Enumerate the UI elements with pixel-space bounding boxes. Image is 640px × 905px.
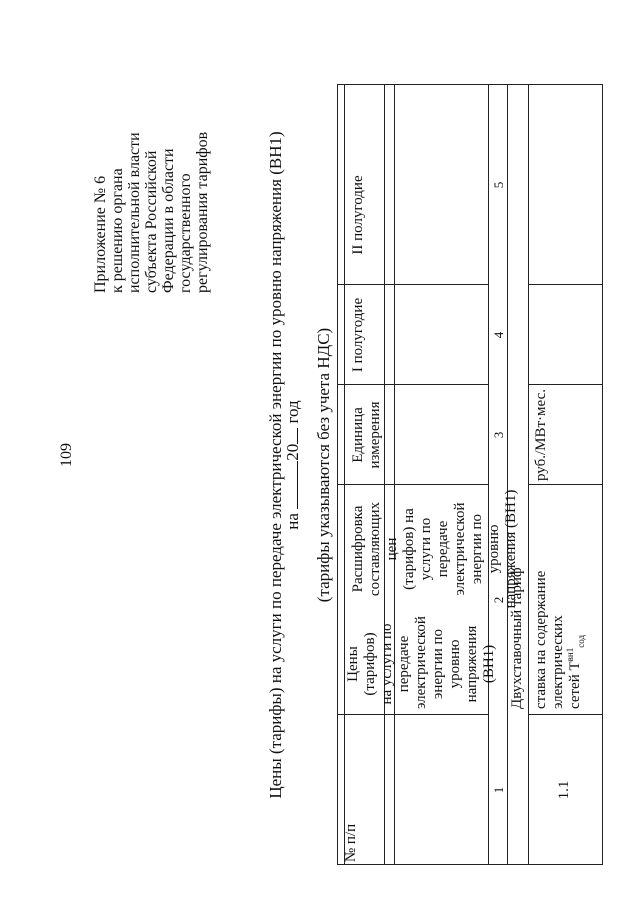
header-line: (ВН1) (481, 644, 497, 684)
appendix-line: исполнительной власти (126, 132, 143, 293)
appendix-line: Приложение № 6 (92, 175, 109, 293)
header-tariffs (345, 616, 498, 709)
appendix-line: регулирования тарифов (194, 131, 211, 293)
header-line: на услуги по (379, 623, 395, 705)
table-border-right (337, 84, 603, 85)
column-number-2: 2 (491, 596, 506, 604)
header-line: измерения (367, 401, 383, 469)
header-line: энергии по уровню (469, 513, 502, 585)
table-column-rule (528, 484, 603, 485)
table-column-rule (337, 384, 488, 385)
table-rule (384, 85, 385, 865)
header-first-half (350, 290, 367, 380)
header-line: составляющих цен (367, 501, 400, 597)
header-line: передаче (396, 635, 412, 693)
header-second-half (350, 155, 367, 275)
blank-field (285, 461, 298, 509)
header-line: передаче электрической (435, 502, 468, 596)
section-label: Двухставочный тариф (509, 567, 525, 709)
header-number (343, 823, 360, 863)
table-column-rule (528, 384, 603, 385)
table-border-top (337, 85, 338, 865)
title-year-prefix: 20 (283, 443, 302, 461)
header-line: (тарифов) на услуги по (401, 508, 434, 590)
header-line: Единица (350, 407, 366, 463)
appendix-line: к решению органа (109, 168, 126, 293)
row-name-prefix: сетей Т (567, 661, 583, 709)
title-year-suffix: год (283, 400, 302, 424)
table-border-bottom (602, 85, 603, 865)
table-column-rule (337, 284, 488, 285)
table-column-rule (337, 714, 488, 715)
table-column-rule (528, 284, 603, 285)
header-line: напряжения (ВН1) (503, 489, 519, 609)
title-note: (тарифы указываются без учета НДС) (314, 327, 333, 603)
appendix-line: государственного (177, 173, 194, 293)
document-title: Цены (тарифы) на услуги по передаче электрической энергии по уровню напряжения (ВН1) (266, 131, 285, 799)
header-line: Расшифровка (350, 505, 366, 593)
row-unit: руб./МВт·мес. (533, 389, 549, 481)
table-column-rule (337, 484, 488, 485)
table-rule (507, 85, 508, 865)
header-line: I полугодие (350, 297, 366, 373)
row-name-line: ставка на содержание электрических (533, 570, 566, 709)
header-line: уровню (447, 639, 463, 689)
table-rule (344, 85, 345, 865)
header-line: энергии по (430, 628, 446, 700)
table-rule (528, 85, 529, 865)
column-number-3: 3 (491, 431, 506, 439)
table-rule (394, 85, 395, 865)
table-rule (488, 85, 489, 865)
appendix-line: субъекта Российской (143, 150, 160, 293)
title-period-line (283, 115, 303, 815)
column-number-5: 5 (491, 181, 506, 189)
row-name-line (567, 489, 585, 709)
row-name-sub: сод (576, 634, 586, 648)
header-line: № п/п (343, 823, 359, 863)
row-name (533, 489, 585, 709)
header-line: II полугодие (350, 175, 366, 255)
header-line: Цены (тарифов) (345, 632, 378, 696)
appendix-line: Федерации в области (160, 148, 177, 293)
appendix-block (92, 53, 211, 293)
column-number-1: 1 (491, 786, 506, 794)
header-unit (350, 390, 384, 480)
header-line: напряжения (464, 625, 480, 703)
row-name-sup: вн1 (565, 647, 575, 662)
page-number: 109 (58, 443, 75, 467)
column-number-4: 4 (491, 331, 506, 339)
blank-field (285, 428, 298, 444)
title-on: на (283, 513, 302, 530)
header-line: электрической (413, 616, 429, 709)
row-number: 1.1 (556, 780, 572, 800)
